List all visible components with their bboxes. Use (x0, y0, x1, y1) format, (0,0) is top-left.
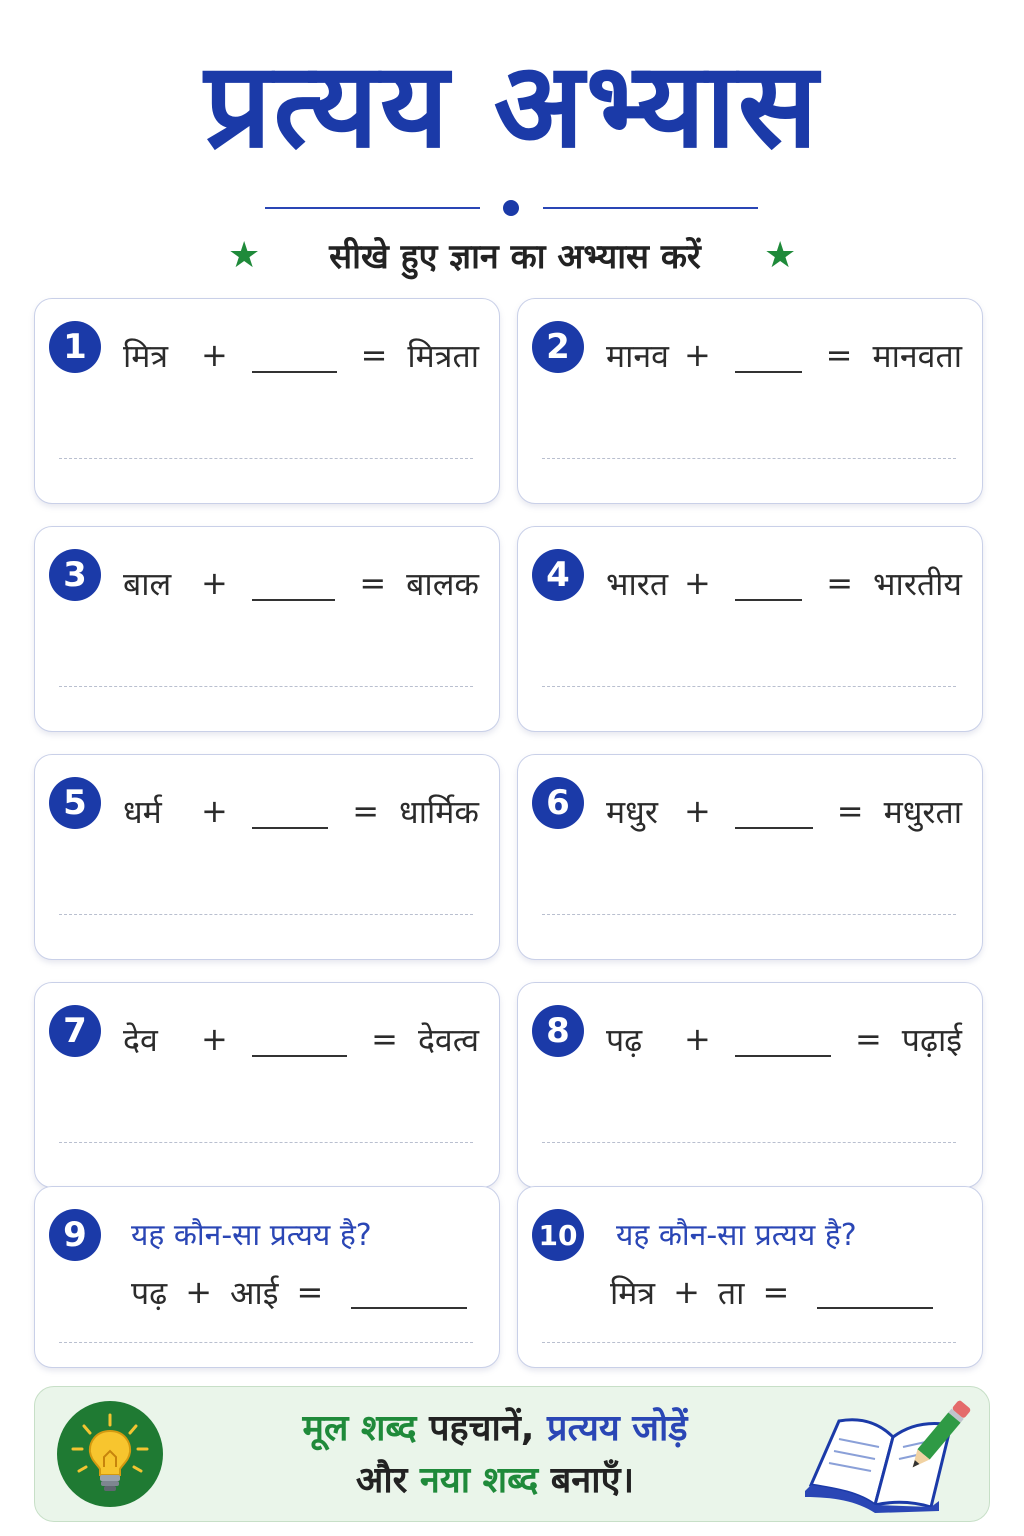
suffix-blank[interactable] (252, 565, 336, 601)
suffix-blank[interactable] (735, 1021, 831, 1057)
exercise-equation (606, 557, 962, 609)
suffix-word: ता (717, 1273, 745, 1312)
base-word: पढ़ (606, 1020, 643, 1059)
exercise-number-badge: 3 (49, 549, 101, 601)
equals-sign: = (352, 792, 380, 830)
question-card-10 (517, 1186, 983, 1368)
result-word: देवत्व (417, 1020, 479, 1059)
plus-sign: + (201, 336, 228, 374)
subtitle-row (0, 228, 1024, 288)
equals-sign: = (836, 792, 864, 830)
suffix-blank[interactable] (252, 337, 337, 373)
footer-message (195, 1403, 795, 1507)
exercise-equation (123, 1013, 479, 1065)
exercise-equation (123, 785, 479, 837)
plus-sign: + (684, 336, 711, 374)
footer-segment: नया शब्द (419, 1460, 539, 1501)
exercise-card-6 (517, 754, 983, 960)
answer-line[interactable] (59, 1142, 473, 1143)
star-icon: ★ (228, 235, 261, 276)
star-icon: ★ (764, 235, 797, 276)
open-book-icon (799, 1393, 985, 1517)
footer-line-2 (195, 1455, 795, 1507)
suffix-blank[interactable] (252, 793, 328, 829)
plus-sign: + (673, 1273, 700, 1311)
plus-sign: + (201, 564, 228, 602)
plus-sign: + (201, 792, 228, 830)
title-divider (0, 200, 1024, 216)
equals-sign: = (826, 564, 854, 602)
result-word: बालक (406, 564, 479, 603)
question-title: यह कौन-सा प्रत्यय है? (131, 1218, 372, 1253)
result-word: मानवता (872, 336, 962, 375)
suffix-blank[interactable] (735, 565, 802, 601)
base-word: मधुर (606, 792, 658, 831)
answer-blank[interactable] (351, 1275, 467, 1309)
lightbulb-icon (57, 1401, 163, 1507)
result-word: मित्रता (407, 336, 479, 375)
suffix-blank[interactable] (735, 337, 802, 373)
exercise-number-badge: 6 (532, 777, 584, 829)
answer-line[interactable] (542, 458, 956, 459)
exercise-equation (606, 1013, 962, 1065)
equals-sign: = (359, 564, 387, 602)
footer-segment: प्रत्यय जोड़ें (547, 1408, 688, 1449)
pencil-icon (897, 1393, 981, 1479)
exercise-number-badge: 2 (532, 321, 584, 373)
answer-line[interactable] (542, 1342, 956, 1343)
footer-segment: बनाएँ। (538, 1460, 635, 1501)
plus-sign: + (201, 1020, 228, 1058)
answer-line[interactable] (59, 686, 473, 687)
answer-line[interactable] (542, 686, 956, 687)
base-word: देव (123, 1020, 158, 1059)
exercise-card-3 (34, 526, 500, 732)
exercise-card-5 (34, 754, 500, 960)
result-word: भारतीय (873, 564, 962, 603)
footer-segment: पहचानें, (416, 1408, 548, 1449)
answer-line[interactable] (542, 1142, 956, 1143)
exercise-card-2 (517, 298, 983, 504)
plus-sign: + (185, 1273, 213, 1311)
question-card-9 (34, 1186, 500, 1368)
exercise-number-badge: 8 (532, 1005, 584, 1057)
base-word: मानव (606, 336, 669, 375)
plus-sign: + (684, 564, 711, 602)
suffix-blank[interactable] (252, 1021, 347, 1057)
footer-segment: और (355, 1460, 420, 1501)
question-number-badge: 9 (49, 1209, 101, 1261)
exercise-number-badge: 5 (49, 777, 101, 829)
base-word: भारत (606, 564, 669, 603)
exercise-equation (123, 329, 479, 381)
question-equation (131, 1269, 467, 1315)
exercise-card-4 (517, 526, 983, 732)
result-word: मधुरता (883, 792, 962, 831)
exercise-card-8 (517, 982, 983, 1188)
base-word: पढ़ (131, 1273, 168, 1312)
exercise-equation (606, 329, 962, 381)
exercise-card-7 (34, 982, 500, 1188)
equals-sign: = (825, 336, 853, 374)
footer-segment: मूल शब्द (302, 1408, 417, 1449)
equals-sign: = (296, 1273, 324, 1311)
suffix-blank[interactable] (735, 793, 813, 829)
answer-line[interactable] (542, 914, 956, 915)
equals-sign: = (762, 1273, 790, 1311)
result-word: धार्मिक (399, 792, 479, 831)
equals-sign: = (371, 1020, 398, 1058)
footer-banner (34, 1386, 990, 1522)
plus-sign: + (684, 792, 711, 830)
answer-blank[interactable] (817, 1275, 933, 1309)
equals-sign: = (854, 1020, 882, 1058)
question-equation (610, 1269, 933, 1315)
base-word: मित्र (610, 1273, 656, 1312)
base-word: मित्र (123, 336, 169, 375)
suffix-word: आई (230, 1273, 279, 1312)
exercise-number-badge: 4 (532, 549, 584, 601)
footer-line-1 (195, 1403, 795, 1455)
question-number-badge: 10 (532, 1209, 584, 1261)
exercise-number-badge: 7 (49, 1005, 101, 1057)
subtitle: सीखे हुए ज्ञान का अभ्यास करें (329, 237, 701, 277)
page-title: प्रत्यय अभ्यास (204, 36, 820, 174)
plus-sign: + (684, 1020, 711, 1058)
result-word: पढ़ाई (901, 1020, 962, 1059)
equals-sign: = (360, 336, 388, 374)
base-word: बाल (123, 564, 172, 603)
answer-line[interactable] (59, 1342, 473, 1343)
answer-line[interactable] (59, 914, 473, 915)
exercise-number-badge: 1 (49, 321, 101, 373)
answer-line[interactable] (59, 458, 473, 459)
base-word: धर्म (123, 792, 162, 831)
exercise-equation (606, 785, 962, 837)
question-title: यह कौन-सा प्रत्यय है? (616, 1218, 857, 1253)
exercise-equation (123, 557, 479, 609)
exercise-card-1 (34, 298, 500, 504)
